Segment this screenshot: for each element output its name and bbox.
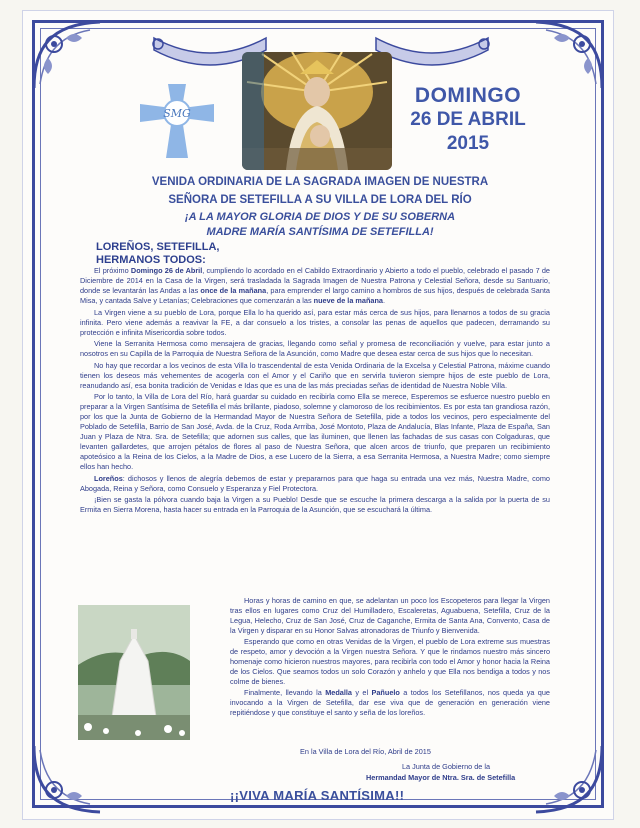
- title-line-1: VENIDA ORDINARIA DE LA SAGRADA IMAGEN DE NUESTRA: [151, 176, 489, 188]
- closing-viva: ¡¡VIVA MARÍA SANTÍSIMA!!: [230, 788, 405, 803]
- date-weekday: DOMINGO: [414, 84, 522, 107]
- corner-ornament-top-left: [30, 18, 104, 92]
- monument-photo: [78, 605, 190, 740]
- paragraph-10: Finalmente, llevando la Medalla y el Pañuelo a todos los Setefillanos, nos queda ya que invocando a la Virgen de Setefilla, dar ese viva que de generación en generación viene repitiéndose y que constituye el santo y seña de los loreños.: [230, 688, 550, 717]
- corner-ornament-top-right: [532, 18, 606, 92]
- place-date: En la Villa de Lora del Río, Abril de 2015: [300, 747, 431, 756]
- event-date: [398, 84, 538, 156]
- greeting-line-2: HERMANOS TODOS:: [96, 254, 206, 266]
- title-line-2: SEÑORA DE SETEFILLA A SU VILLA DE LORA DEL RÍO: [168, 194, 472, 206]
- paragraph-2: La Virgen viene a su pueblo de Lora, porque Ella lo ha querido así, para estar más cerca de sus hijos, para llenarnos a todos de su gracia infinita. Pero viene además a reavivar la FE, a dar consuelo a los tristes, a consolar las penas de aquellos que padecen, derramando su protección e infinita Misericordia sobre todos.: [80, 307, 550, 337]
- corner-ornament-bottom-left: [30, 742, 104, 816]
- corner-ornament-bottom-right: [532, 742, 606, 816]
- greeting-line-1: LOREÑOS, SETEFILLA,: [96, 241, 220, 253]
- paragraph-3: Viene la Serranita Hermosa como mensajera de gracias, llegando como señal y promesa de reconciliación y vuelve, para estar junto a nosotros en su Capilla de la Parroquia de Nuestra Señora de la Asunción, como Madre que desea estar cerca de sus hijos que lo necesitan.: [80, 339, 550, 358]
- subtitle-line-2: MADRE MARÍA SANTÍSIMA DE SETEFILLA!: [206, 226, 434, 238]
- letter-body-continued: [230, 596, 550, 719]
- virgin-image-photo: [242, 52, 392, 170]
- date-day-month: 26 DE ABRIL: [410, 109, 526, 130]
- paragraph-1: El próximo Domingo 26 de Abril, cumpliendo lo acordado en el Cabildo Extraordinario y Abierto a todo el pueblo, celebrado el pasado 7 de Diciembre de 2014 en la Casa de la Virgen, será trasladada la Sagrada Imagen de Nuestra Patrona y Celestial Señora, desde su Santuario, donde se levantarán las Andas a las once de la mañana, para emprender el largo camino a hombros de sus hijos, después de celebrada Santa Misa, y cantada Salve y Letanías; Celebraciones que comenzarán a las nueve de la mañana.: [80, 266, 550, 305]
- date-year: 2015: [446, 133, 490, 154]
- paragraph-7: ¡Bien se gasta la pólvora cuando baja la Virgen a su Pueblo! Desde que se escuche la primera descarga a la salida por la puerta de su Ermita en Sierra Morena, hasta hacer su entrada en la Parroquia de la Asunción, que se escuchará la última.: [80, 495, 550, 514]
- paragraph-9: Esperando que como en otras Venidas de la Virgen, el pueblo de Lora extreme sus muestras de respeto, amor y devoción a la Virgen nuestra Señora. Y que le rindamos nuestro más sincero homenaje como hicieron nuestros mayores, para recibirla con todo el Amor y honor hacia la Reina de los Cielos. Que seamos todos un solo Corazón y anhelo y que Ella nos bendiga a todos y nos colme de bienes.: [230, 637, 550, 686]
- emblem-monogram: SMG: [163, 107, 191, 120]
- signature-line-2: Hermandad Mayor de Ntra. Sra. de Setefilla: [366, 773, 516, 782]
- subtitle-line-1: ¡A LA MAYOR GLORIA DE DIOS Y DE SU SOBERNA: [184, 211, 456, 223]
- letter-body: [80, 266, 550, 517]
- paragraph-5: Por lo tanto, la Villa de Lora del Río, hará guardar su cuidado en recibirla como Ella se merece, Esperemos se esfuerce nuestro pueblo en preparar a la Virgen Santísima de Setefilla el más brillante, piadoso, solemne y clamoroso de los recibimientos. Es por esta tan grandiosa razón, por los que la Junta de Gobierno de la Hermandad Mayor de Nuestra Señora de Setefilla, pide a todos los vecinos, pero especialmente del Poblado de Setefilla, Barrio de San José, Avda. de la Cruz, Roda Arrriba, José Montoto, Plaza de Andalucía, Blas Infante, Plaza de España, San Juan y Plaza de Ntra. Sra. de Setefilla; que adornen sus calles, que las iluminen, que llenen las fachadas de sus casas con Colgaduras, que levanten gallardetes, que arrojen pétalos de flores al paso de Nuestra Señora, que alcen arcos de triunfo, que preparen un recibimiento apoteósico a la Reina de los Cielos, a la Madre de Dios, a ese Lucero de la Sierra, a esa Serranita Hermosa, a Nuestra Madre; como siempre ellos han hecho.: [80, 392, 550, 471]
- paragraph-4: No hay que recordar a los vecinos de esta Villa lo trascendental de esta Venida Ordinaria de la Excelsa y Celestial Patrona, máxime cuando tienen los deseos más vehementes de acogerla con el Amor y el Cariño que en servirla tuvieron siempre hijos de este pueblo de Lora, reanudando así, esa bonita tradición de Venidas e Idas que es una de las más preciadas señas de identidad de Nuestra Noble Villa.: [80, 360, 550, 390]
- setefilla-cross-emblem: [138, 82, 216, 160]
- paragraph-8: Horas y horas de camino en que, se adelantan un poco los Escopeteros para llegar la Virgen tras ellos en lugares como Cruz del Humilladero, Escaleretas, Aguabuena, Setefilla, Cruz de la Legua, Helecho, Cruz de San José, Cruz de Caganche, Ermita de Santa Ana, Convento, Casa de la Virgen y disparar en su Honor Salvas atronadoras de Triunfo y Bienvenida.: [230, 596, 550, 635]
- paragraph-6: Loreños: dichosos y llenos de alegría debemos de estar y prepararnos para que haga su entrada una vez más, Nuestra Madre, como Abogada, Reina y Señora, como Consuelo y Esperanza y Fiel Protectora.: [80, 473, 550, 493]
- signature-line-1: La Junta de Gobierno de la: [402, 762, 491, 771]
